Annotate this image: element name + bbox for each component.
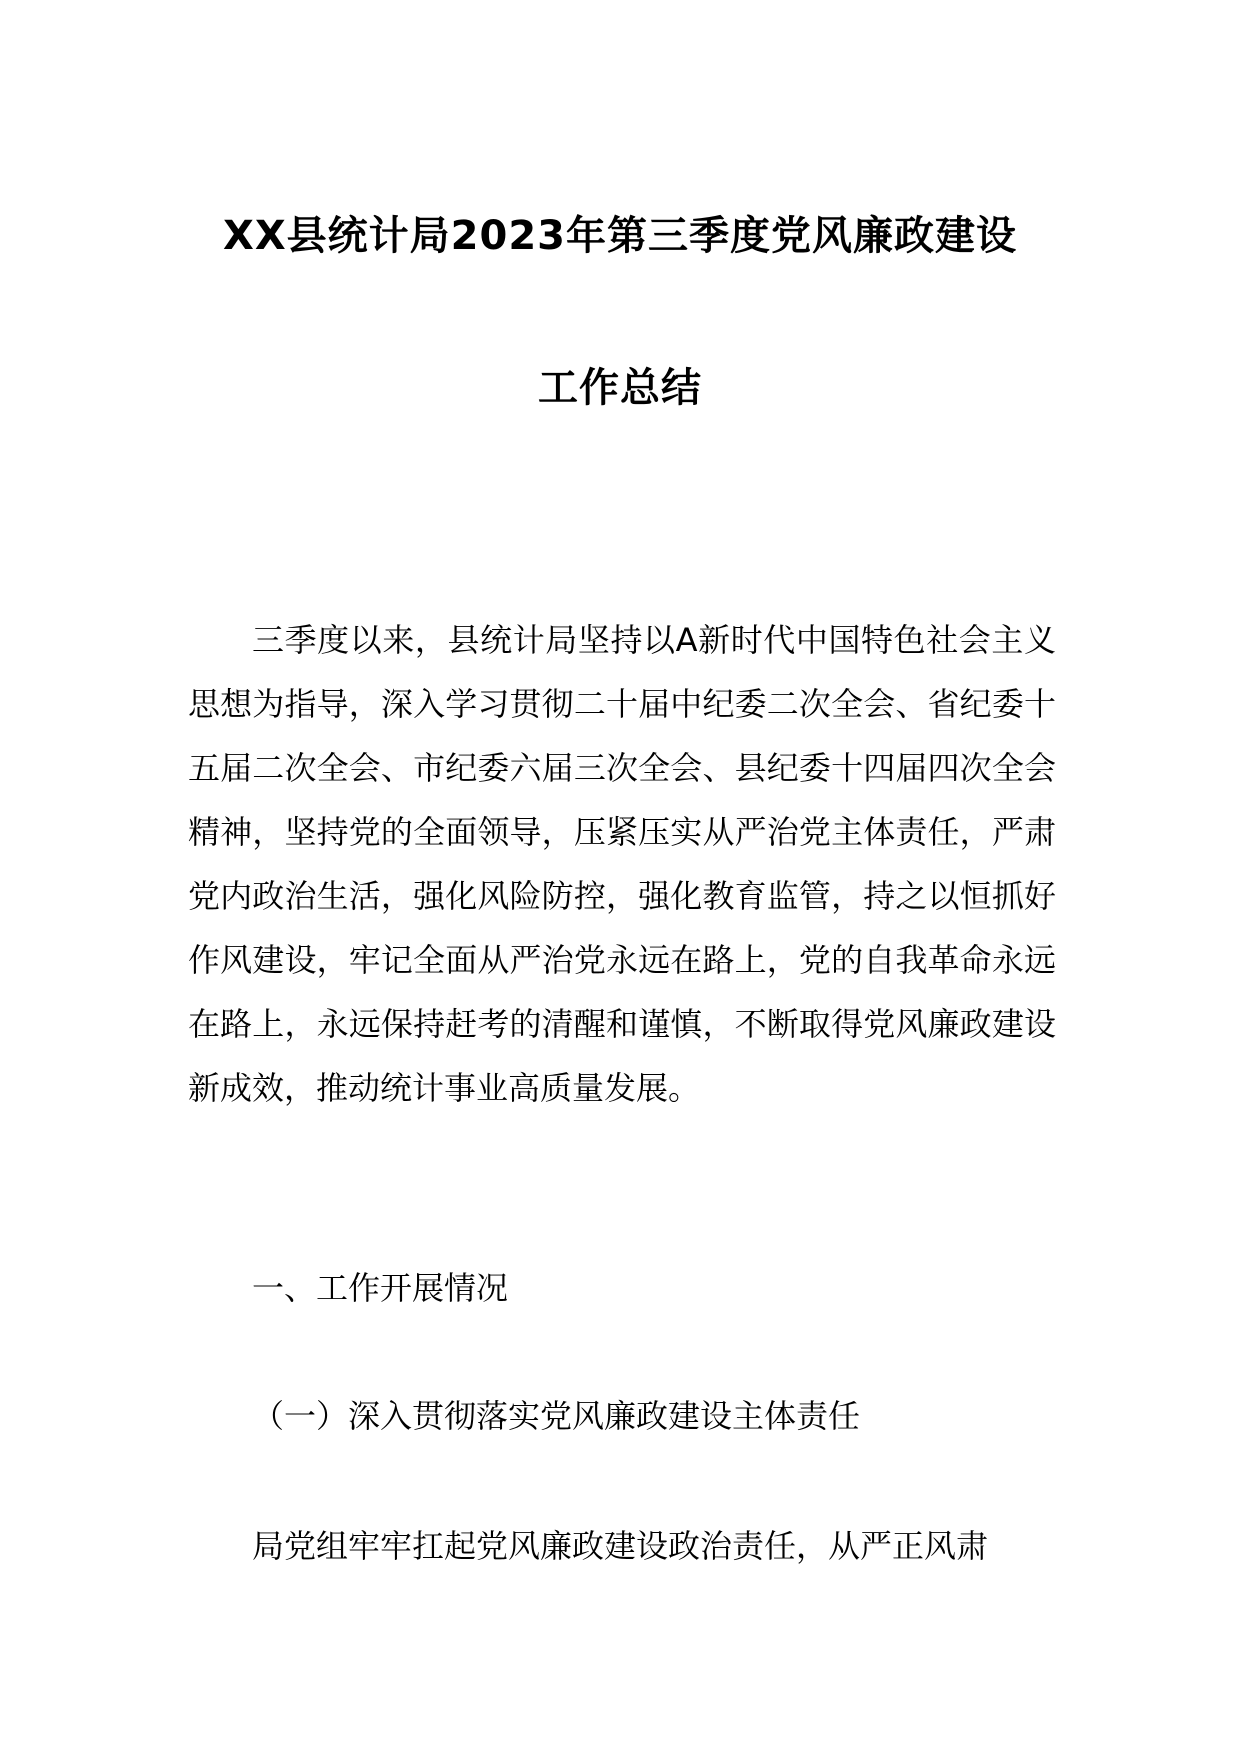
subsection-heading: （一）深入贯彻落实党风廉政建设主体责任 <box>252 1397 861 1435</box>
body-paragraph: 局党组牢牢扛起党风廉政建设政治责任，从严正风肃 <box>252 1527 989 1565</box>
document-title-line-1: XX县统计局2023年第三季度党风廉政建设 <box>222 213 1017 259</box>
section-heading: 一、工作开展情况 <box>252 1269 509 1307</box>
document-title-line-2: 工作总结 <box>538 365 702 411</box>
intro-paragraph: 三季度以来，县统计局坚持以A新时代中国特色社会主义思想为指导，深入学习贯彻二十届中纪委二次全会、省纪委十五届二次全会、市纪委六届三次全会、县纪委十四届四次全会精神，坚持党的全面领导，压紧压实从严治党主体责任，严肃党内政治生活，强化风险防控，强化教育监管，持之以恒抓好作风建设，牢记全面从严治党永远在路上，党的自我革命永远在路上，永远保持赶考的清醒和谨慎，不断取得党风廉政建设新成效，推动统计事业高质量发展。 <box>188 621 1056 1107</box>
